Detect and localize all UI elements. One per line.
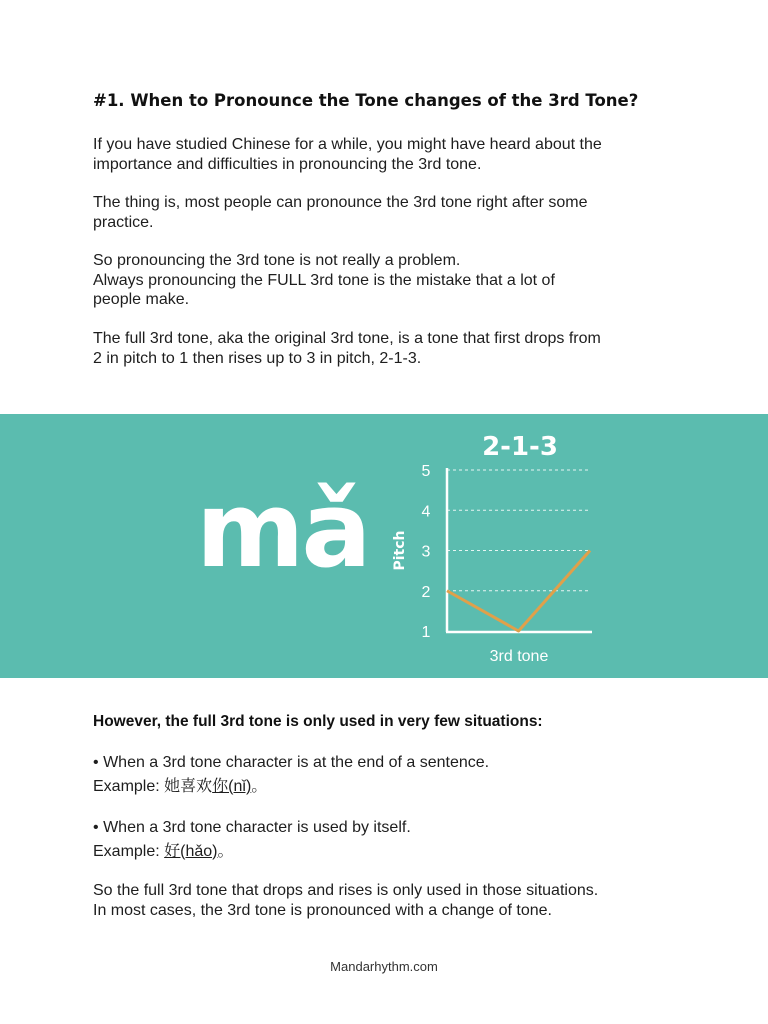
example-suffix: 。 xyxy=(217,842,234,860)
situation-text xyxy=(93,753,693,773)
text-line: practice. xyxy=(93,213,154,231)
example-line xyxy=(93,777,693,797)
chart-y-axis-label: Pitch xyxy=(392,530,408,571)
intro-paragraph-1 xyxy=(93,135,693,174)
example-character: 好(hǎo) xyxy=(164,842,218,860)
text-line: 2 in pitch to 1 then rises up to 3 in pitch, 2-1-3. xyxy=(93,349,422,367)
bullet-glyph: • xyxy=(93,754,99,771)
example-character: 你(nǐ) xyxy=(212,777,252,795)
situation-item-2 xyxy=(93,818,693,861)
chart-y-tick-label: 5 xyxy=(421,463,431,480)
example-label: Example: xyxy=(93,777,165,795)
text-line: The thing is, most people can pronounce the 3rd tone right after some xyxy=(93,194,588,211)
page-heading: #1. When to Pronounce the Tone changes of the 3rd Tone? xyxy=(93,91,639,110)
text-line: So the full 3rd tone that drops and rises is only used in those situations. xyxy=(93,882,599,899)
chart-x-axis-label: 3rd tone xyxy=(489,648,549,665)
text-line: people make. xyxy=(93,291,190,308)
situation-text xyxy=(93,818,693,838)
footer-site: Mandarhythm.com xyxy=(330,959,438,974)
text-line: Always pronouncing the FULL 3rd tone is the mistake that a lot of xyxy=(93,271,555,289)
example-label: Example: xyxy=(93,842,165,860)
example-line xyxy=(93,842,693,862)
intro-paragraph-2 xyxy=(93,193,693,232)
chart-y-tick-label: 2 xyxy=(421,583,431,601)
intro-paragraph-3 xyxy=(93,251,693,310)
situations-heading: However, the full 3rd tone is only used in very few situations: xyxy=(93,713,543,730)
text-line: If you have studied Chinese for a while, you might have heard about the xyxy=(93,136,602,153)
chart-y-tick-label: 4 xyxy=(421,503,431,521)
situation-description: When a 3rd tone character is at the end of a sentence. xyxy=(103,754,490,771)
text-line: The full 3rd tone, aka the original 3rd tone, is a tone that first drops from xyxy=(93,330,601,347)
conclusion-paragraph xyxy=(93,881,693,920)
syllable-display: mǎ xyxy=(196,469,369,591)
bullet-glyph: • xyxy=(93,819,99,836)
situation-item-1 xyxy=(93,753,693,796)
chart-y-tick-label: 1 xyxy=(421,624,431,641)
chart-y-ticks xyxy=(422,463,431,641)
text-line: So pronouncing the 3rd tone is not really a problem. xyxy=(93,252,461,269)
example-suffix: 。 xyxy=(251,777,268,795)
situation-description: When a 3rd tone character is used by itself. xyxy=(103,819,411,836)
intro-paragraph-4 xyxy=(93,329,693,368)
text-line: In most cases, the 3rd tone is pronounced with a change of tone. xyxy=(93,901,552,919)
chart-title: 2-1-3 xyxy=(482,432,558,462)
pitch-chart xyxy=(380,420,620,670)
text-line: importance and difficulties in pronouncing the 3rd tone. xyxy=(93,155,482,173)
chart-y-tick-label: 3 xyxy=(421,543,431,561)
example-prefix: 她喜欢 xyxy=(164,777,213,795)
